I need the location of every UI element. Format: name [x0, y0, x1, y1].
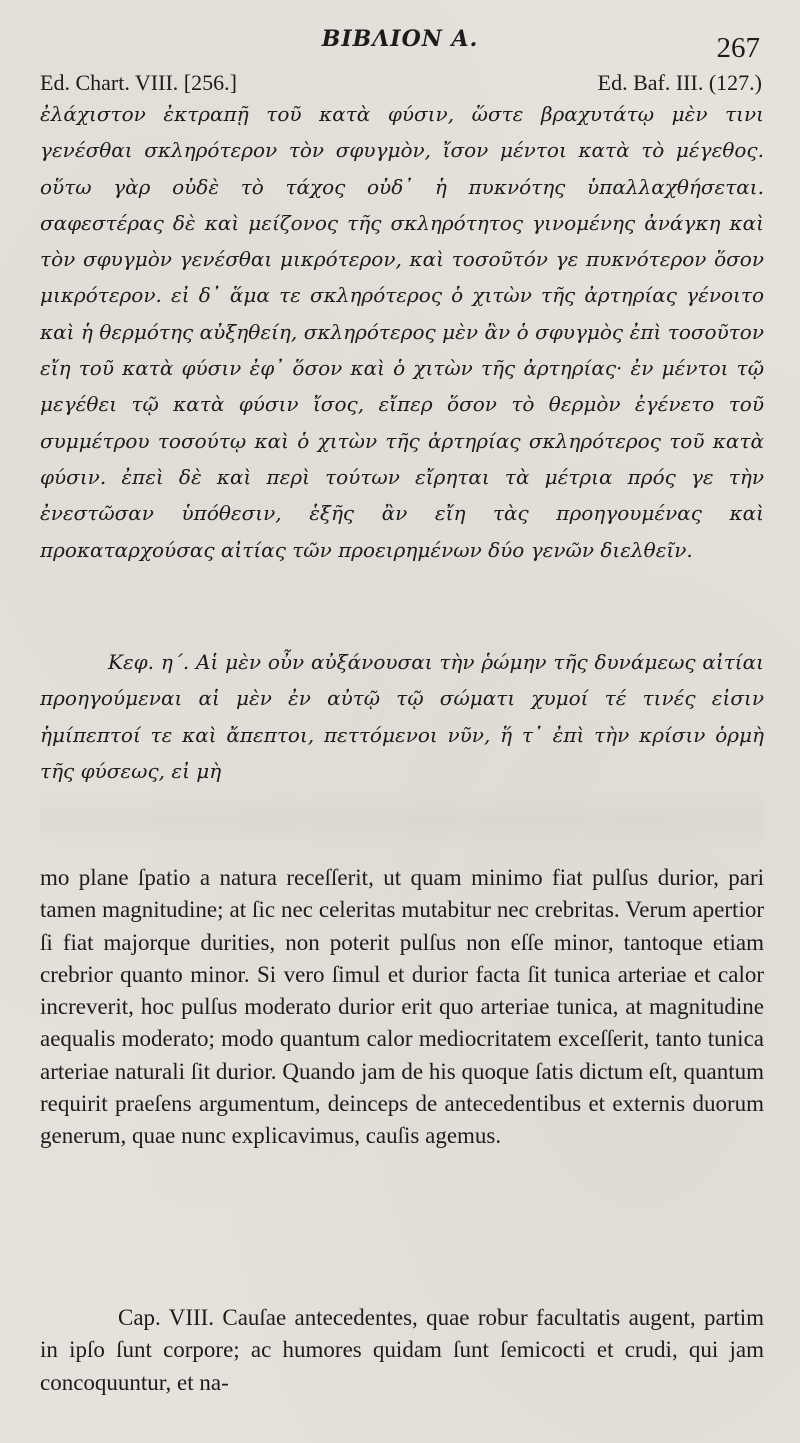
greek-paragraph: ἐλάχιστον ἐκτραπῇ τοῦ κατὰ φύσιν, ὥστε βραχυτάτῳ μὲν τινι γενέσθαι σκληρότερον τὸν σφυγμὸν, ἴσον μέντοι κατὰ τὸ μέγεθος. οὕτω γὰρ οὐδὲ τὸ τάχος οὐδ᾽ ἡ πυκνότης ὑπαλλαχθήσεται. σαφεστέρας δὲ καὶ μείζονος τῆς σκληρότητος γινομένης ἀνάγκη καὶ τὸν σφυγμὸν γενέσθαι μικρότερον, καὶ τοσοῦτόν γε πυκνότερον ὅσον μικρότερον. εἰ δ᾽ ἅμα τε σκληρότερος ὁ χιτὼν τῆς ἀρτηρίας γένοιτο καὶ ἡ θερμότης αὐξηθείη, σκληρότερος μὲν ἂν ὁ σφυγμὸς ἐπὶ τοσοῦτον εἴη τοῦ κατὰ φύσιν ἐφ᾽ ὅσον καὶ ὁ χιτὼν τῆς ἀρτηρίας· ἐν μέντοι τῷ μεγέθει τῷ κατὰ φύσιν ἴσος, εἴπερ ὅσον τὸ θερμὸν ἐγένετο τοῦ συμμέτρου τοσούτῳ καὶ ὁ χιτὼν τῆς ἀρτηρίας σκληρότερος τοῦ κατὰ φύσιν. ἐπεὶ δὲ καὶ περὶ τούτων εἴρηται τὰ μέτρια πρός γε τὴν ἐνεστῶσαν ὑπόθεσιν, ἑξῆς ἂν εἴη τὰς προηγουμένας καὶ προκαταρχούσας αἰτίας τῶν προειρημένων δύο γενῶν διελθεῖν. [40, 102, 764, 562]
edition-reference-basel: Ed. Baf. III. (127.) [597, 70, 762, 95]
page-number: 267 [716, 32, 760, 64]
running-title: ΒΙΒΛΙΟΝ Α. [321, 26, 479, 52]
latin-chapter-paragraph: Cap. VIII. Cauſae antecedentes, quae robur facultatis augent, partim in ipſo ſunt corpore; ac humores quidam ſunt ſemicocti et crudi, qui jam concoquuntur, et na- [40, 1305, 764, 1395]
latin-paragraph: mo plane ſpatio a natura receſſerit, ut quam minimo fiat pulſus durior, pari tamen magnitudine; at ſic nec celeritas mutabitur nec crebritas. Verum apertior ſi fiat majorque durities, non poterit pulſus non eſſe minor, tantoque etiam crebrior quanto minor. Si vero ſimul et durior facta ſit tunica arteriae et calor increverit, hoc pulſus moderato durior erit quo arteriae tunica, at magnitudine aequalis moderato; modo quantum calor mediocritatem exceſſerit, tanto tunica arteriae naturali ſit durior. Quando jam de his quoque ſatis dictum eſt, quantum requirit praeſens argumentum, deinceps de antecedentibus et externis duorum generum, quae nunc explicavimus, cauſis agemus. [40, 865, 764, 1149]
greek-chapter-paragraph: Κεφ. η΄. Αἱ μὲν οὖν αὐξάνουσαι τὴν ῥώμην τῆς δυνάμεως αἰτίαι προηγούμεναι αἱ μὲν ἐν αὐτῷ τῷ σώματι χυμοί τέ τινές εἰσιν ἡμίπεπτοί τε καὶ ἄπεπτοι, πεττόμενοι νῦν, ἥ τ᾽ ἐπὶ τὴν κρίσιν ὁρμὴ τῆς φύσεως, εἰ μὴ [40, 650, 764, 783]
edition-reference-chartier: Ed. Chart. VIII. [256.] [40, 70, 237, 95]
bleed-through-shadow [40, 790, 764, 850]
